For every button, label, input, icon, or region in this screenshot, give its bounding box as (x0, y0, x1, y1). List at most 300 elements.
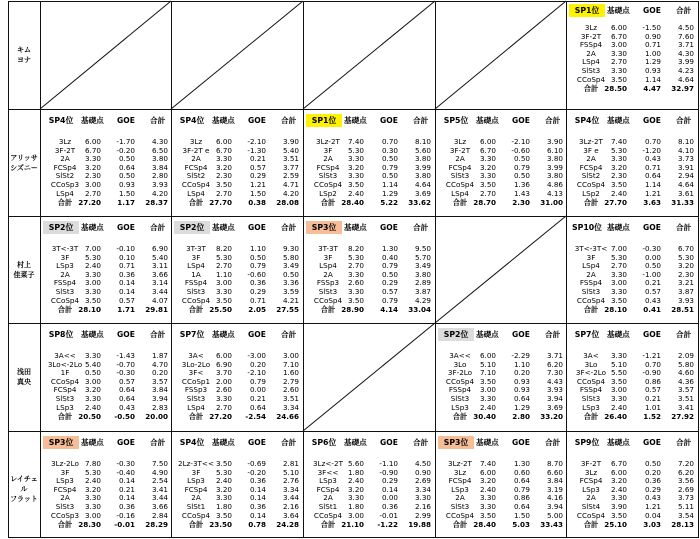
element-goe: -1.43 (116, 351, 135, 360)
total-score: 24.28 (276, 519, 299, 529)
element-score: 3.59 (282, 287, 299, 296)
element-goe: 0.93 (513, 376, 530, 386)
element-code: 1F (60, 368, 70, 378)
element-base-value: 2.40 (84, 402, 101, 412)
element-base-value: 3.00 (610, 40, 627, 50)
element-score: 4.30 (677, 48, 694, 58)
element-goe: -1.50 (642, 23, 661, 32)
element-base-value: 3.30 (215, 394, 232, 403)
header-goe: GOE (643, 6, 661, 15)
element-goe: 0.93 (644, 66, 661, 75)
element-score: 8.70 (546, 459, 563, 468)
element-code: 3F-2Lo (447, 368, 473, 378)
element-score: 3.21 (677, 278, 694, 288)
element-score: 2.80 (151, 171, 168, 181)
element-code: FSSp3 (184, 385, 208, 395)
element-score: 7.50 (151, 459, 168, 468)
element-base-value: 6.70 (610, 459, 627, 468)
element-base-value: 1.80 (347, 502, 364, 511)
element-goe: 0.36 (249, 278, 266, 288)
element-code: CCoSp4 (181, 180, 211, 189)
element-base-value: 6.00 (215, 137, 232, 146)
element-score: 2.59 (282, 171, 299, 181)
element-score: 3.94 (151, 394, 168, 403)
element-goe: 0.57 (644, 385, 661, 395)
total-goe: 1.71 (117, 304, 135, 314)
element-goe: 1.21 (249, 180, 266, 189)
element-goe: 0.43 (644, 295, 661, 305)
element-goe: 1.10 (513, 359, 530, 369)
rank-badge: SP3位 (438, 436, 474, 449)
element-base-value: 3.50 (479, 510, 496, 520)
header-total: 合計 (150, 223, 166, 232)
total-label: 合計 (583, 411, 599, 421)
element-base-value: 3.50 (610, 295, 627, 305)
element-base-value: 3.30 (84, 287, 101, 296)
element-base-value: 5.60 (347, 459, 364, 468)
element-goe: 1.43 (513, 188, 530, 198)
element-goe: 0.57 (381, 287, 398, 296)
rank-badge: SP2位 (438, 328, 474, 341)
element-base-value: 3.50 (215, 459, 232, 468)
element-goe: 0.00 (381, 493, 398, 503)
total-label: 合計 (57, 304, 73, 314)
element-score: 3.93 (151, 180, 168, 189)
element-code: CCoSp4 (445, 376, 475, 386)
element-code: FSSp4 (579, 40, 603, 50)
header-total: 合計 (676, 223, 692, 232)
element-score: 2.09 (677, 351, 694, 360)
element-score: 3.44 (151, 493, 168, 503)
element-goe: -0.69 (247, 459, 266, 468)
element-base-value: 3.30 (215, 287, 232, 296)
element-code: LSp4 (451, 188, 469, 198)
element-base-value: 3.30 (84, 394, 101, 403)
element-base-value: 3.30 (347, 269, 364, 279)
total-label: 合計 (188, 519, 204, 529)
total-label: 合計 (452, 197, 468, 207)
element-goe: 1.30 (381, 244, 398, 253)
header-goe: GOE (248, 223, 266, 232)
element-base-value: 3.00 (84, 180, 101, 189)
rank-badge: SP8位 (48, 330, 74, 339)
element-score: 3.20 (677, 261, 694, 271)
element-code: FSSp4 (448, 385, 472, 395)
element-goe: 0.71 (249, 295, 266, 305)
element-goe: 1.14 (644, 180, 661, 189)
element-goe: -0.40 (116, 467, 135, 477)
element-base-value: 2.40 (610, 188, 627, 198)
element-base-value: 3.50 (347, 180, 364, 189)
element-score: 4.43 (546, 376, 563, 386)
header-total: 合計 (281, 116, 297, 125)
element-base-value: 3.30 (84, 269, 101, 279)
element-goe: -0.30 (116, 368, 135, 378)
total-base-value: 28.40 (473, 519, 496, 529)
element-base-value: 2.70 (215, 261, 232, 271)
element-goe: 0.86 (513, 493, 530, 503)
element-code: FSSp3 (316, 278, 340, 288)
element-score: 6.10 (546, 145, 563, 155)
element-score: 3.69 (546, 402, 563, 412)
element-code: 3Lz (58, 137, 72, 146)
element-code: FCSp4 (316, 484, 340, 494)
element-code: 3Lo<-2Lo (47, 359, 83, 369)
element-code: SlSt1 (186, 502, 206, 511)
element-base-value: 3.30 (610, 287, 627, 296)
element-base-value: 3.20 (84, 484, 101, 494)
element-code: 3A<< (54, 351, 76, 360)
element-goe: -2.10 (247, 368, 266, 378)
element-score: 5.80 (282, 252, 299, 262)
element-score: 3.44 (151, 287, 168, 296)
header-goe: GOE (512, 330, 530, 339)
element-score: 3.54 (677, 510, 694, 520)
element-code: CCoSp3 (50, 180, 80, 189)
element-goe: -1.30 (247, 145, 266, 155)
rank-badge: SP4位 (574, 116, 600, 125)
element-score: 7.30 (546, 368, 563, 378)
element-score: 3.80 (414, 154, 431, 164)
element-score: 2.16 (282, 502, 299, 511)
element-code: CCoSp4 (181, 295, 211, 305)
element-goe: 0.14 (249, 484, 266, 494)
element-goe: 0.14 (118, 287, 135, 296)
element-score: 3.80 (414, 171, 431, 181)
element-code: 2A (323, 269, 333, 279)
element-code: 3F-2T (580, 31, 602, 41)
empty-cell-diagonal (303, 323, 435, 431)
total-base-value: 28.10 (604, 304, 627, 314)
element-score: 2.69 (677, 484, 694, 494)
element-base-value: 3.30 (610, 48, 627, 58)
element-goe: 0.71 (644, 162, 661, 172)
element-goe: 0.50 (118, 154, 135, 164)
element-base-value: 1.80 (347, 467, 364, 477)
element-code: CCoSp3 (50, 510, 80, 520)
element-base-value: 1.10 (215, 269, 232, 279)
element-goe: 1.30 (513, 459, 530, 468)
element-score: 4.64 (677, 74, 694, 84)
element-code: LSp3 (56, 476, 74, 486)
grid-line-vertical (435, 1, 436, 538)
element-goe: 0.70 (644, 137, 661, 146)
element-goe: 0.29 (381, 278, 398, 288)
header-base: 基礎点 (607, 116, 630, 125)
element-score: 3.94 (546, 502, 563, 511)
element-code: FCSp4 (53, 484, 77, 494)
element-base-value: 6.70 (215, 145, 232, 155)
element-base-value: 3.20 (610, 476, 627, 486)
header-total: 合計 (545, 438, 561, 447)
element-score: 3.11 (151, 261, 168, 271)
element-code: LSp4 (56, 188, 74, 198)
element-goe: 1.14 (381, 180, 398, 189)
element-goe: 0.86 (644, 376, 661, 386)
total-label: 合計 (583, 197, 599, 207)
element-base-value: 7.40 (479, 459, 496, 468)
header-total: 合計 (413, 223, 429, 232)
element-code: CCoSp4 (313, 295, 343, 305)
element-score: 4.86 (546, 180, 563, 189)
element-code: 3A< (583, 351, 599, 360)
element-base-value: 3.30 (215, 493, 232, 503)
element-code: CCoSp4 (576, 74, 606, 84)
element-goe: 1.50 (249, 188, 266, 198)
element-score: 3.87 (414, 287, 431, 296)
element-code: 3F-2T e (182, 145, 210, 155)
total-label: 合計 (320, 519, 336, 529)
grid-line-horizontal (8, 537, 699, 538)
element-base-value: 6.00 (610, 23, 627, 32)
element-score: 6.70 (677, 244, 694, 253)
total-label: 合計 (57, 411, 73, 421)
total-goe: 0.38 (248, 197, 266, 207)
element-goe: 0.57 (118, 295, 135, 305)
skater-name-line: シズニー (10, 163, 38, 172)
total-base-value: 21.10 (341, 519, 364, 529)
element-base-value: 2.70 (215, 188, 232, 198)
element-code: 2A (455, 154, 465, 164)
element-score: 3.80 (546, 154, 563, 164)
header-total: 合計 (676, 6, 692, 15)
element-score: 3.49 (414, 261, 431, 271)
element-goe: -0.90 (379, 467, 398, 477)
element-code: LSp3 (451, 402, 469, 412)
element-base-value: 8.20 (215, 244, 232, 253)
element-score: 3.99 (677, 57, 694, 67)
element-base-value: 2.30 (610, 171, 627, 181)
element-score: 3.30 (414, 493, 431, 503)
element-score: 5.70 (414, 252, 431, 262)
header-base: 基礎点 (607, 330, 630, 339)
element-base-value: 3.00 (610, 278, 627, 288)
total-score: 24.66 (276, 411, 299, 421)
element-code: CCoSp4 (50, 295, 80, 305)
total-label: 合計 (188, 304, 204, 314)
header-total: 合計 (676, 330, 692, 339)
element-score: 4.30 (151, 137, 168, 146)
rank-badge: SP4位 (48, 116, 74, 125)
element-goe: 0.14 (381, 484, 398, 494)
rank-badge: SP7位 (574, 330, 600, 339)
grid-line-vertical (171, 1, 172, 538)
element-goe: 0.70 (381, 137, 398, 146)
element-base-value: 3.20 (215, 484, 232, 494)
element-base-value: 3.20 (479, 476, 496, 486)
total-label: 合計 (188, 197, 204, 207)
element-goe: 0.00 (644, 252, 661, 262)
element-code: FSSp4 (579, 278, 603, 288)
element-goe: 0.50 (644, 459, 661, 468)
element-code: 3Lz (189, 137, 203, 146)
total-score: 27.92 (671, 411, 694, 421)
element-goe: 0.79 (381, 295, 398, 305)
element-score: 4.20 (151, 188, 168, 198)
element-code: SlSt4 (581, 502, 601, 511)
element-score: 5.40 (151, 252, 168, 262)
header-base: 基礎点 (81, 223, 104, 232)
element-goe: 0.71 (644, 40, 661, 50)
element-goe: 0.36 (249, 502, 266, 511)
element-goe: 0.36 (118, 269, 135, 279)
element-base-value: 5.10 (610, 359, 627, 369)
element-score: 3.93 (677, 295, 694, 305)
header-goe: GOE (643, 438, 661, 447)
element-goe: 0.70 (644, 359, 661, 369)
element-score: 3.71 (677, 40, 694, 50)
header-goe: GOE (117, 116, 135, 125)
element-base-value: 3.30 (347, 493, 364, 503)
element-score: 3.80 (546, 171, 563, 181)
element-code: FCSp4 (316, 162, 340, 172)
element-base-value: 5.30 (215, 252, 232, 262)
element-score: 3.57 (151, 376, 168, 386)
element-goe: -0.10 (116, 244, 135, 253)
element-base-value: 3.30 (84, 502, 101, 511)
element-goe: 0.64 (513, 394, 530, 403)
element-goe: 0.64 (644, 171, 661, 181)
element-base-value: 2.40 (479, 402, 496, 412)
element-score: 3.71 (546, 351, 563, 360)
element-base-value: 3.20 (84, 162, 101, 172)
element-score: 3.56 (677, 476, 694, 486)
element-code: 2A (60, 154, 70, 164)
rank-badge: SP4位 (179, 116, 205, 125)
element-base-value: 3.00 (479, 385, 496, 395)
total-score: 32.97 (671, 83, 694, 93)
element-base-value: 3.30 (610, 154, 627, 164)
element-base-value: 3.30 (215, 154, 232, 164)
grid-line-horizontal (8, 109, 699, 110)
element-code: 3T<-3T< (574, 244, 608, 253)
element-base-value: 5.50 (610, 368, 627, 378)
element-goe: 0.30 (381, 145, 398, 155)
element-goe: 0.50 (381, 269, 398, 279)
element-code: 3A<< (449, 351, 471, 360)
element-goe: 0.50 (249, 252, 266, 262)
header-total: 合計 (150, 116, 166, 125)
element-base-value: 3.50 (610, 376, 627, 386)
element-goe: 0.50 (381, 154, 398, 164)
element-goe: 0.14 (118, 493, 135, 503)
total-goe: 5.03 (512, 519, 530, 529)
rank-badge: SP3位 (43, 436, 79, 449)
element-base-value: 3.20 (215, 162, 232, 172)
element-base-value: 7.00 (610, 244, 627, 253)
element-goe: 0.00 (249, 385, 266, 395)
element-goe: 0.64 (118, 385, 135, 395)
element-base-value: 6.70 (84, 145, 101, 155)
element-score: 3.80 (151, 154, 168, 164)
element-base-value: 1.80 (215, 502, 232, 511)
element-base-value: 3.90 (610, 502, 627, 511)
header-goe: GOE (512, 116, 530, 125)
total-goe: 4.47 (643, 83, 661, 93)
header-base: 基礎点 (607, 6, 630, 15)
element-score: 3.87 (677, 287, 694, 296)
element-goe: 0.64 (118, 162, 135, 172)
element-code: 3F-2T (54, 145, 76, 155)
element-code: 2A (586, 48, 596, 58)
element-base-value: 5.30 (610, 252, 627, 262)
element-goe: 0.79 (249, 376, 266, 386)
header-goe: GOE (117, 330, 135, 339)
element-score: 3.66 (151, 269, 168, 279)
element-score: 4.70 (151, 359, 168, 369)
total-goe: 2.30 (512, 197, 530, 207)
empty-cell-diagonal (435, 216, 566, 323)
empty-cell-diagonal (303, 1, 435, 109)
element-goe: 0.20 (249, 359, 266, 369)
header-goe: GOE (643, 330, 661, 339)
total-score: 27.55 (276, 304, 299, 314)
element-score: 3.77 (282, 162, 299, 172)
skater-name-line: アリッサ (10, 153, 38, 162)
element-base-value: 3.20 (479, 162, 496, 172)
total-label: 合計 (583, 304, 599, 314)
total-goe: -1.22 (377, 519, 398, 529)
element-score: 5.30 (677, 252, 694, 262)
header-total: 合計 (150, 438, 166, 447)
element-goe: 1.29 (644, 57, 661, 67)
element-code: 2A (586, 154, 596, 164)
element-goe: 0.29 (249, 287, 266, 296)
element-code: SlSt3 (318, 171, 338, 181)
header-total: 合計 (676, 116, 692, 125)
element-goe: 0.60 (513, 467, 530, 477)
element-goe: -0.20 (247, 467, 266, 477)
total-label: 合計 (57, 519, 73, 529)
total-label: 合計 (320, 304, 336, 314)
element-goe: 1.00 (644, 48, 661, 58)
total-base-value: 25.50 (209, 304, 232, 314)
header-base: 基礎点 (344, 116, 367, 125)
header-base: 基礎点 (81, 330, 104, 339)
element-score: 3.49 (282, 261, 299, 271)
header-goe: GOE (248, 116, 266, 125)
header-goe: GOE (643, 116, 661, 125)
skater-name (8, 153, 40, 173)
element-score: 3.73 (677, 493, 694, 503)
element-score: 5.40 (282, 145, 299, 155)
header-goe: GOE (512, 438, 530, 447)
element-score: 3.34 (282, 402, 299, 412)
grid-line-vertical (40, 1, 41, 538)
total-label: 合計 (452, 411, 468, 421)
element-goe: 1.36 (513, 180, 530, 189)
rank-badge: SP7位 (179, 330, 205, 339)
element-goe: 0.90 (644, 31, 661, 41)
skater-name-line: 浅田 (17, 368, 31, 376)
element-code: SlSt3 (55, 287, 75, 296)
element-goe: 0.20 (644, 467, 661, 477)
element-code: SlSt3 (450, 394, 470, 403)
element-base-value: 3.20 (347, 484, 364, 494)
element-code: 3Lz-2T (448, 459, 472, 468)
element-score: 6.60 (546, 467, 563, 477)
element-base-value: 3.30 (84, 493, 101, 503)
element-base-value: 3.20 (84, 385, 101, 395)
element-base-value: 3.30 (347, 154, 364, 164)
element-code: 3F (323, 252, 333, 262)
element-goe: 0.21 (644, 394, 661, 403)
element-goe: 0.43 (644, 493, 661, 503)
grid-line-horizontal (8, 216, 699, 217)
element-code: 1A (191, 269, 201, 279)
total-base-value: 28.30 (78, 519, 101, 529)
element-goe: -0.20 (116, 145, 135, 155)
